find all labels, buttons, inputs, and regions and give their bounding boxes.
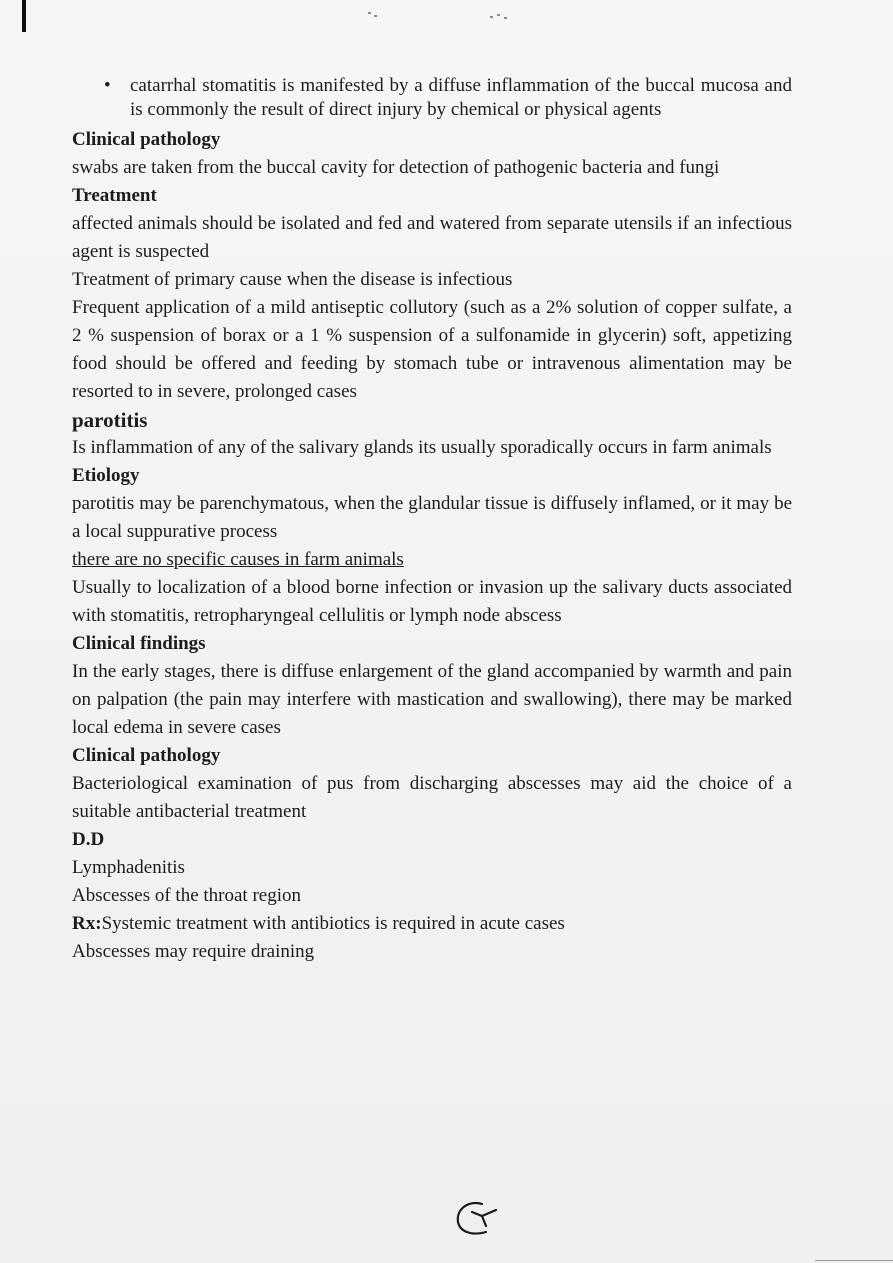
underlined-paragraph: there are no specific causes in farm animals <box>72 549 404 570</box>
document-body <box>72 74 792 966</box>
paragraph: Lymphadenitis <box>72 857 185 878</box>
paragraph: In the early stages, there is diffuse enlargement of the gland accompanied by warmth and pain on palpation (the pain may interfere with mastication and swallowing), there may be marked local edema in severe cases <box>72 661 792 738</box>
section-heading-clinical-pathology-2: Clinical pathology <box>72 745 221 766</box>
rx-label: Rx: <box>72 913 102 934</box>
scan-speck <box>490 16 493 18</box>
section-heading-etiology: Etiology <box>72 465 140 486</box>
section-heading-dd: D.D <box>72 829 105 850</box>
scan-edge-mark <box>22 0 26 32</box>
bullet-text: catarrhal stomatitis is manifested by a diffuse inflammation of the buccal mucosa and is commonly the result of direct injury by chemical or physical agents <box>130 75 792 120</box>
section-heading-clinical-pathology: Clinical pathology <box>72 129 221 150</box>
rx-line <box>72 910 792 938</box>
section-heading-clinical-findings: Clinical findings <box>72 633 206 654</box>
paragraph: parotitis may be parenchymatous, when the glandular tissue is diffusely inflamed, or it may be a local suppurative process <box>72 493 792 542</box>
paragraph: affected animals should be isolated and fed and watered from separate utensils if an infectious agent is suspected <box>72 213 792 262</box>
paragraph: Is inflammation of any of the salivary glands its usually sporadically occurs in farm animals <box>72 437 772 458</box>
bullet-icon: • <box>104 75 111 96</box>
paragraph: Abscesses may require draining <box>72 941 315 962</box>
paragraph: Abscesses of the throat region <box>72 885 301 906</box>
section-heading-parotitis: parotitis <box>72 408 148 432</box>
paragraph: Frequent application of a mild antiseptic collutory (such as a 2% solution of copper sulfate, a 2 % suspension of borax or a 1 % suspension of a sulfonamide in glycerin) soft, appetizing food should be offered and feeding by stomach tube or intravenous alimentation may be resorted to in severe, prolonged cases <box>72 297 792 402</box>
handwritten-page-number-icon <box>452 1198 504 1240</box>
paragraph: Bacteriological examination of pus from discharging abscesses may aid the choice of a suitable antibacterial treatment <box>72 773 792 822</box>
paragraph: Usually to localization of a blood borne infection or invasion up the salivary ducts associated with stomatitis, retropharyngeal cellulitis or lymph node abscess <box>72 577 792 626</box>
paragraph: Treatment of primary cause when the disease is infectious <box>72 269 513 290</box>
scan-speck <box>374 15 377 17</box>
rx-text: Systemic treatment with antibiotics is required in acute cases <box>101 913 565 934</box>
scan-speck <box>497 14 500 16</box>
section-heading-treatment: Treatment <box>72 185 157 206</box>
scan-speck <box>504 17 507 19</box>
scan-bottom-line <box>815 1260 893 1261</box>
scan-speck <box>368 12 371 14</box>
bullet-item <box>72 74 792 122</box>
paragraph: swabs are taken from the buccal cavity for detection of pathogenic bacteria and fungi <box>72 157 720 178</box>
